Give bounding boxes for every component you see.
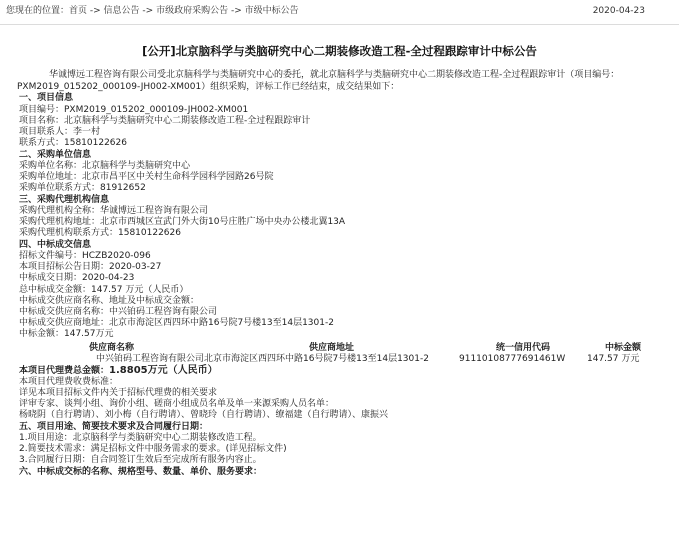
- breadcrumb-prefix: 您现在的位置：: [6, 6, 70, 16]
- agency-fee-total: [19, 365, 673, 377]
- cell-address: 北京市海淀区西四环中路16号院7号楼13至14层1301-2: [204, 353, 429, 364]
- expert-list-label: 评审专家、谈判小组、询价小组、磋商小组成员名单及单一来源采购人员名单：: [19, 399, 335, 410]
- section-heading-items: 六、中标成交标的名称、规格型号、数量、单价、服务要求：: [19, 466, 263, 477]
- agency-address: 采购代理机构地址：北京市西城区宣武门外大街10号庄胜广场中央办公楼北翼13A: [19, 217, 346, 228]
- breadcrumb-procurement-link[interactable]: 市级政府采购公告: [156, 6, 229, 16]
- project-phone: 联系方式：15810122626: [19, 138, 127, 149]
- fee-standard-label: 本项目代理费收费标准：: [19, 376, 119, 387]
- project-number: 项目编号：PXM2019_015202_000109-JH002-XM001: [19, 104, 249, 115]
- announcement-body: [0, 69, 679, 478]
- expert-list: 杨晓阴（自行聘请）、刘小梅（自行聘请）、曾晓玲（自行聘请）、缭福建（自行聘请）、康振兴: [19, 410, 389, 421]
- table-row: [19, 354, 659, 365]
- agency-name: 采购代理机构全称：华诚博远工程咨询有限公司: [19, 206, 209, 217]
- award-date: 中标成交日期：2020-04-23: [19, 273, 135, 284]
- supplier-name: 中标成交供应商名称：中兴铂码工程咨询有限公司: [19, 307, 218, 318]
- technical-requirements: 2.简要技术需求：满足招标文件中服务需求的要求。(详见招标文件): [19, 444, 287, 455]
- col-header-address: 供应商地址: [308, 342, 354, 353]
- agency-phone: 采购代理机构联系方式：15810122626: [19, 228, 181, 239]
- table-header-row: [19, 343, 659, 354]
- contract-period: 3.合同履行日期：自合同签订生效后至完成所有服务内容止。: [19, 455, 262, 466]
- award-table: [19, 343, 659, 365]
- intro-paragraph: 华诚博远工程咨询有限公司受北京脑科学与类脑研究中心的委托，就北京脑科学与类脑研究中心二期装修改造工程-全过程跟踪审计（项目编号：PXM2019_015202_000109-JH002-XM001）组织采购，评标工作已经结束，成交结果如下：: [17, 70, 620, 93]
- project-purpose: 1.项目用途：北京脑科学与类脑研究中心二期装修改造工程。: [19, 432, 262, 443]
- cell-credit-code: 91110108777691461W: [459, 353, 566, 364]
- tender-doc-number: 招标文件编号：HCZB2020-096: [19, 251, 151, 262]
- breadcrumb-award-link[interactable]: 市级中标公告: [244, 6, 299, 16]
- award-amount: 中标金额：147.57万元: [19, 329, 114, 340]
- supplier-address: 中标成交供应商地址：北京市海淀区西四环中路16号院7号楼13至14层1301-2: [19, 318, 334, 329]
- breadcrumb-info-link[interactable]: 信息公告: [103, 6, 140, 16]
- breadcrumb-separator: ->: [139, 6, 157, 16]
- project-name: 项目名称：北京脑科学与类脑研究中心二期装修改造工程-全过程跟踪审计: [19, 116, 311, 127]
- section-heading-purchaser: 二、采购单位信息: [19, 149, 92, 160]
- agency-fee-label: 本项目代理费总金额：: [19, 365, 110, 376]
- agency-fee-value: 1.8805万元（人民币）: [109, 364, 218, 376]
- breadcrumb-separator: ->: [87, 6, 104, 16]
- page-title: [公开]北京脑科学与类脑研究中心二期装修改造工程-全过程跟踪审计中标公告: [142, 44, 537, 58]
- col-header-supplier: 供应商名称: [88, 342, 134, 353]
- section-heading-agency: 三、采购代理机构信息: [19, 194, 110, 205]
- breadcrumb-home-link[interactable]: 首页: [69, 6, 88, 16]
- project-contact: 项目联系人：李一村: [19, 127, 101, 138]
- cell-amount: 147.57 万元: [587, 353, 640, 364]
- section-heading-award: 四、中标成交信息: [19, 239, 92, 250]
- purchaser-name: 采购单位名称：北京脑科学与类脑研究中心: [19, 161, 191, 172]
- col-header-credit-code: 统一信用代码: [495, 342, 550, 353]
- col-header-amount: 中标金额: [604, 342, 641, 353]
- section-heading-purpose: 五、项目用途、简要技术要求及合同履行日期：: [19, 421, 209, 432]
- tender-notice-date: 本项目招标公告日期：2020-03-27: [19, 262, 162, 273]
- cell-supplier: 中兴铂码工程咨询有限公司: [95, 353, 204, 364]
- purchaser-address: 采购单位地址：北京市昌平区中关村生命科学园科学园路26号院: [19, 172, 274, 183]
- supplier-info-label: 中标成交供应商名称、地址及中标成交金额：: [19, 295, 200, 306]
- publish-date: 2020-04-23: [592, 6, 645, 16]
- total-award-amount: 总中标成交金额：147.57 万元（人民币）: [19, 284, 189, 295]
- breadcrumb-bar: [0, 0, 679, 25]
- breadcrumb-separator: ->: [228, 6, 245, 16]
- breadcrumb: [6, 0, 299, 24]
- fee-standard-detail: 详见本项目招标文件内关于招标代理费的相关要求: [19, 387, 218, 398]
- section-heading-project: 一、项目信息: [19, 93, 74, 104]
- purchaser-phone: 采购单位联系方式：81912652: [19, 183, 146, 194]
